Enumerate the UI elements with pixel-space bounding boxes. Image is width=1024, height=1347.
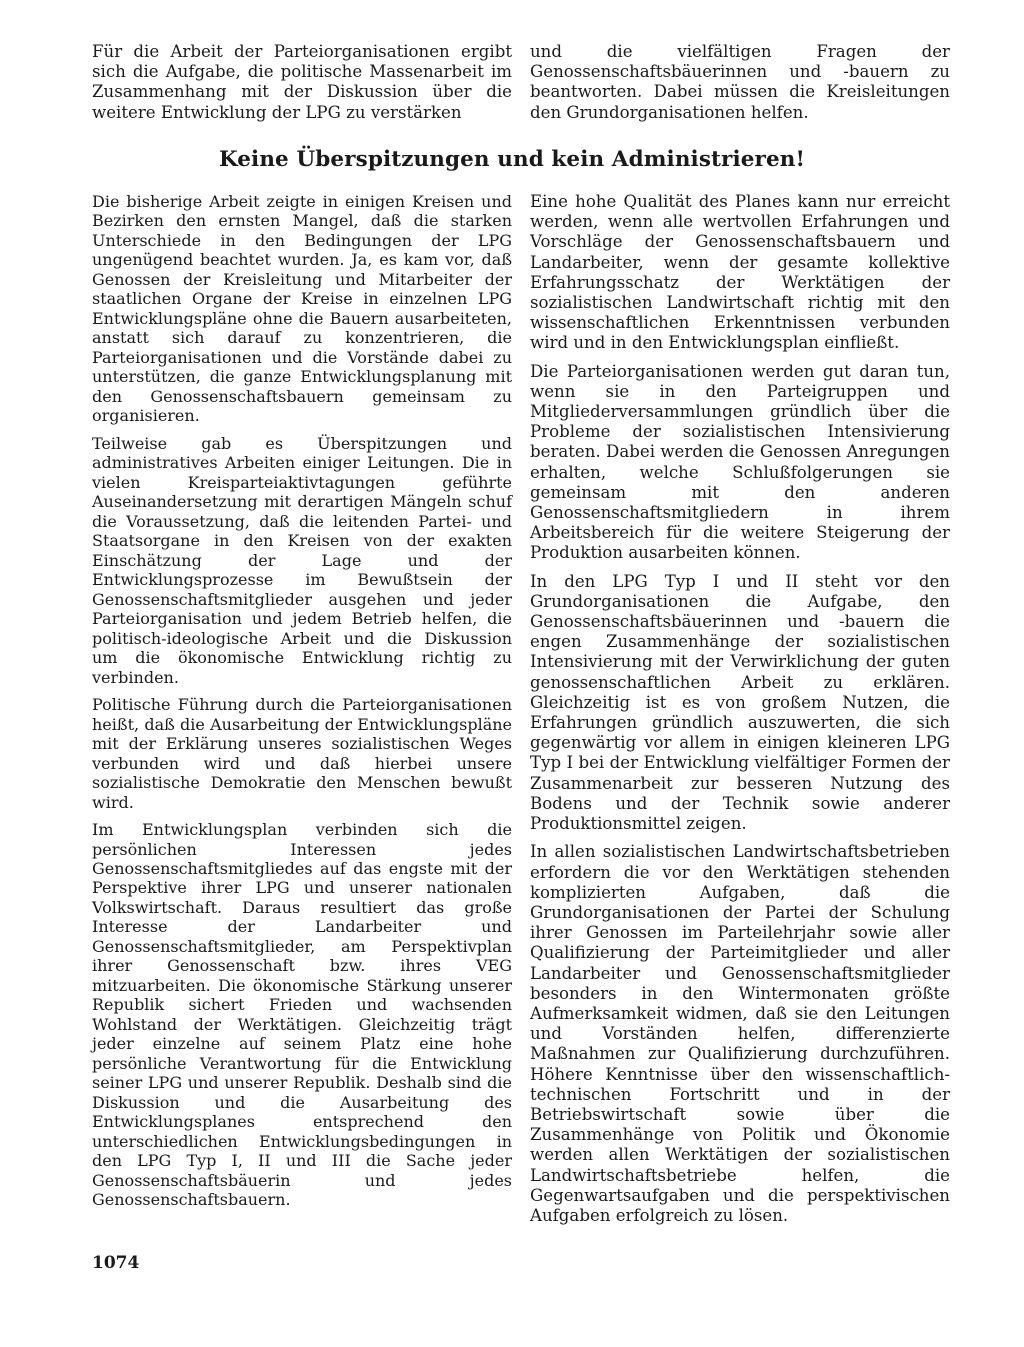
paragraph: Im Entwicklungsplan verbinden sich die persönlichen Interessen jedes Genossenschaftsmitgliedes auf das engste mit der Perspektive ihrer LPG und unserer nationalen Volkswirtschaft. Daraus resultiert das große Interesse der Landarbeiter und Genossenschaftsmitglieder, am Perspektivplan ihrer Genossenschaft bzw. ihres VEG mitzuarbeiten. Die ökonomische Stärkung unserer Republik sichert Frieden und wachsenden Wohlstand der Werktätigen. Gleichzeitig trägt jeder einzelne auf seinem Platz eine hohe persönliche Verantwortung für die Entwicklung seiner LPG und unserer Republik. Deshalb sind die Diskussion und die Ausarbeitung des Entwicklungsplanes entsprechend den unterschiedlichen Entwicklungsbedingungen in den LPG Typ I, II und III die Sache jeder Genossenschaftsbäuerin und jedes Genossenschaftsbauern. [92, 820, 512, 1210]
left-column [92, 192, 512, 1218]
right-column [530, 192, 950, 1234]
paragraph: und die vielfältigen Fragen der Genossenschaftsbäuerinnen und -bauern zu beantworten. Dabei müssen die Kreisleitungen den Grundorganisationen helfen. [530, 42, 950, 122]
page-number: 1074 [92, 1253, 140, 1273]
paragraph: Eine hohe Qualität des Planes kann nur erreicht werden, wenn alle wertvollen Erfahrungen und Vorschläge der Genossenschaftsbauern und Landarbeiter, wenn der gesamte kollektive Erfahrungsschatz der Werktätigen der sozialistischen Landwirtschaft richtig mit den wissenschaftlichen Erkenntnissen verbunden wird und in den Entwicklungsplan einfließt. [530, 192, 950, 353]
paragraph: Die Parteiorganisationen werden gut daran tun, wenn sie in den Parteigruppen und Mitgliederversammlungen gründlich über die Probleme der sozialistischen Intensivierung beraten. Dabei werden die Genossen Anregungen erhalten, welche Schlußfolgerungen sie gemeinsam mit den anderen Genossenschaftsmitgliedern in ihrem Arbeitsbereich für die weitere Steigerung der Produktion ausarbeiten können. [530, 361, 950, 563]
paragraph: Für die Arbeit der Parteiorganisationen ergibt sich die Aufgabe, die politische Massenarbeit im Zusammenhang mit der Diskussion über die weitere Entwicklung der LPG zu verstärken [92, 42, 512, 122]
paragraph: In allen sozialistischen Landwirtschaftsbetrieben erfordern die vor den Werktätigen stehenden komplizierten Aufgaben, daß die Grundorganisationen der Partei der Schulung ihrer Genossen im Parteilehrjahr sowie aller Qualifizierung der Parteimitglieder und aller Landarbeiter und Genossenschaftsmitglieder besonders in den Wintermonaten größte Aufmerksamkeit widmen, daß sie den Leitungen und Vorständen helfen, differenzierte Maßnahmen zur Qualifizierung durchzuführen. Höhere Kenntnisse über den wissenschaftlich-technischen Fortschritt und in der Betriebswirtschaft sowie über die Zusammenhänge von Politik und Ökonomie werden allen Werktätigen der sozialistischen Landwirtschaftsbetriebe helfen, die Gegenwartsaufgaben und die perspektivischen Aufgaben erfolgreich zu lösen. [530, 842, 950, 1225]
paragraph: In den LPG Typ I und II steht vor den Grundorganisationen die Aufgabe, den Genossenschaftsbäuerinnen und -bauern die engen Zusammenhänge der sozialistischen Intensivierung mit der Verwirklichung der guten genossenschaftlichen Arbeit zu erklären. Gleichzeitig ist es von großem Nutzen, die Erfahrungen gründlich auszuwerten, die sich gegenwärtig vor allem in einigen kleineren LPG Typ I bei der Entwicklung vielfältiger Formen der Zusammenarbeit zur besseren Nutzung des Bodens und der Technik sowie anderer Produktionsmittel zeigen. [530, 571, 950, 834]
paragraph: Teilweise gab es Überspitzungen und administratives Arbeiten einiger Leitungen. Die in vielen Kreisparteiaktivtagungen geführte Auseinandersetzung mit derartigen Mängeln schuf die Voraussetzung, daß die leitenden Partei- und Staatsorgane in den Kreisen von der exakten Einschätzung der Lage und der Entwicklungsprozesse im Bewußtsein der Genossenschaftsmitglieder ausgehen und jeder Parteiorganisation und jedem Betrieb helfen, die politisch-ideologische Arbeit und die Diskussion um die ökonomische Entwicklung richtig zu verbinden. [92, 433, 512, 687]
section-heading: Keine Überspitzungen und kein Administrieren! [218, 147, 806, 172]
top-left-column [92, 42, 512, 131]
top-right-column [530, 42, 950, 131]
paragraph: Die bisherige Arbeit zeigte in einigen Kreisen und Bezirken den ernsten Mangel, daß die starken Unterschiede in den Bedingungen der LPG ungenügend beachtet wurden. Ja, es kam vor, daß Genossen der Kreisleitung und Mitarbeiter der staatlichen Organe der Kreise in einzelnen LPG Entwicklungspläne ohne die Bauern ausarbeiteten, anstatt sich darauf zu konzentrieren, die Parteiorganisationen und die Vorstände dabei zu unterstützen, die ganze Entwicklungsplanung mit den Genossenschaftsbauern gemeinsam zu organisieren. [92, 192, 512, 426]
paragraph: Politische Führung durch die Parteiorganisationen heißt, daß die Ausarbeitung der Entwicklungspläne mit der Erklärung unseres sozialistischen Weges verbunden wird und daß hierbei unsere sozialistische Demokratie den Menschen bewußt wird. [92, 695, 512, 812]
